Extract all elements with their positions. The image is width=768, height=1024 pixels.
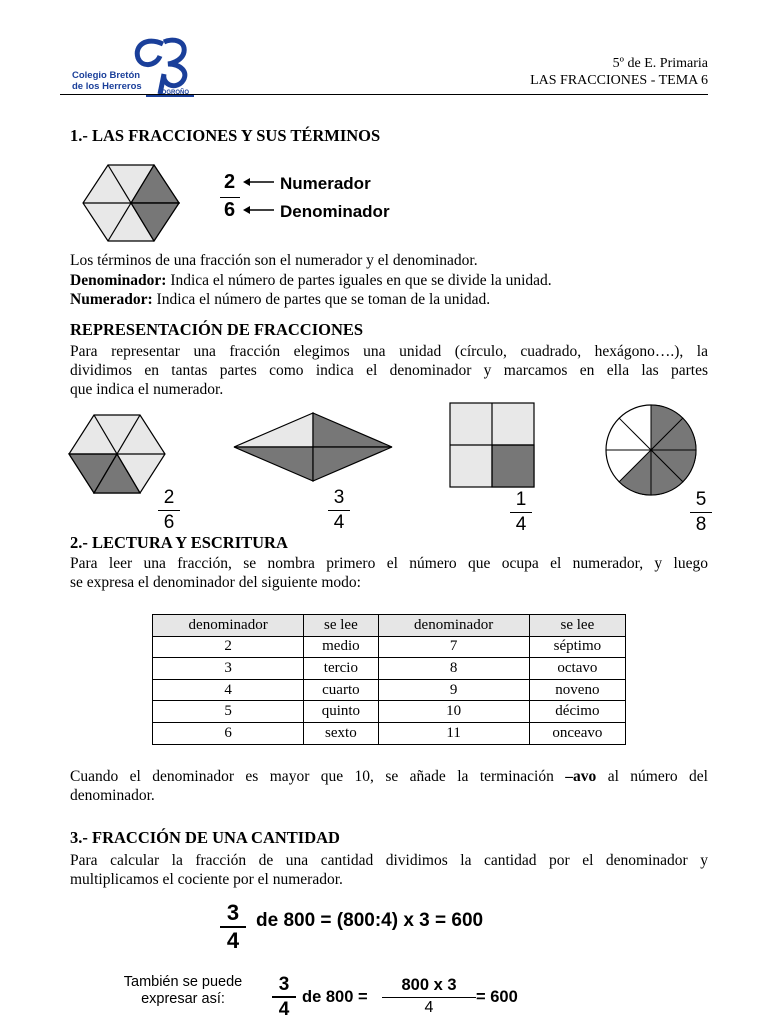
- fraction-bar: [690, 512, 712, 513]
- table-cell: 7: [378, 636, 529, 658]
- denominator-definition: [70, 271, 552, 290]
- table-cell: 11: [378, 722, 529, 744]
- table-cell: 10: [378, 701, 529, 723]
- table-cell: 9: [378, 679, 529, 701]
- example1-text: de 800 = (800:4) x 3 = 600: [256, 910, 484, 931]
- table-cell: 3: [153, 658, 304, 680]
- avo-note-line1: [70, 767, 708, 786]
- table-cell: sexto: [304, 722, 378, 744]
- representation-line3: que indica el numerador.: [70, 381, 224, 398]
- example1-denominator: 4: [226, 928, 240, 953]
- section3-line1: Para calcular la fracción de una cantidad dividimos la cantidad por el denominador y: [70, 852, 708, 869]
- figure-circle-fraction: [690, 489, 712, 536]
- example1-fraction: [220, 901, 246, 953]
- table-header: denominador: [378, 615, 529, 637]
- fraction-denominator: 4: [333, 512, 345, 533]
- representation-line2: dividimos en tantas partes como indica el denominador y marcamos en ella las partes: [70, 362, 708, 379]
- section1-title: 1.- LAS FRACCIONES Y SUS TÉRMINOS: [70, 126, 381, 145]
- school-city: LOGROÑO: [158, 90, 189, 96]
- table-cell: 4: [153, 679, 304, 701]
- terms-intro: Los términos de una fracción son el numerador y el denominador.: [70, 252, 478, 269]
- table-cell: onceavo: [529, 722, 625, 744]
- table-row: [153, 722, 626, 744]
- fraction-numerator: 2: [163, 487, 175, 508]
- section2-line2: se expresa el denominador del siguiente modo:: [70, 574, 361, 591]
- fraction-denominator: 4: [515, 514, 527, 535]
- header-divider: [60, 94, 708, 95]
- table-row: [153, 679, 626, 701]
- example2-denominator: 4: [278, 999, 290, 1020]
- example2-text: de 800 =: [302, 988, 368, 1006]
- table-cell: 5: [153, 701, 304, 723]
- figure-circle: [604, 403, 698, 497]
- table-row: [153, 636, 626, 658]
- example2-inner-bar: [382, 997, 476, 998]
- representation-text: [70, 342, 708, 399]
- table-cell: medio: [304, 636, 378, 658]
- reading-table: [152, 614, 626, 745]
- table-cell: 2: [153, 636, 304, 658]
- fraction-denominator: 6: [163, 512, 175, 533]
- hexagon-diagram: [82, 164, 180, 242]
- fraction-denominator: 8: [695, 514, 707, 535]
- section3-title: 3.- FRACCIÓN DE UNA CANTIDAD: [70, 828, 340, 847]
- example2-inner-denominator: 4: [424, 999, 434, 1016]
- fraction-numerator: 3: [333, 487, 345, 508]
- school-name: [72, 70, 142, 92]
- example2-result: = 600: [476, 988, 518, 1006]
- table-cell: séptimo: [529, 636, 625, 658]
- figure-rhombus: [233, 412, 393, 482]
- figure-hexagon-fraction: [158, 487, 180, 534]
- table-cell: cuarto: [304, 679, 378, 701]
- avo-note-bold: –avo: [565, 768, 597, 785]
- figure-square: [449, 402, 535, 488]
- table-header: denominador: [153, 615, 304, 637]
- table-cell: quinto: [304, 701, 378, 723]
- example2-inner-numerator: 800 x 3: [401, 976, 457, 994]
- example1-numerator: 3: [226, 900, 240, 925]
- alt-label-line2: expresar así:: [141, 991, 225, 1007]
- table-cell: 8: [378, 658, 529, 680]
- table-cell: noveno: [529, 679, 625, 701]
- avo-note: [70, 767, 708, 805]
- fraction-numerator: 5: [695, 489, 707, 510]
- alt-expression-label: [108, 974, 258, 1008]
- table-cell: tercio: [304, 658, 378, 680]
- representation-line1: Para representar una fracción elegimos una unidad (círculo, cuadrado, hexágono….), la: [70, 343, 708, 360]
- fraction-bar: [328, 510, 350, 511]
- term-numerator-value: 2: [224, 171, 236, 193]
- example2-bar: [272, 996, 296, 998]
- numerator-arrow-icon: [243, 176, 275, 188]
- avo-note-part-b: al número del: [596, 768, 708, 785]
- example2-numerator: 3: [278, 974, 290, 995]
- table-header: se lee: [529, 615, 625, 637]
- table-cell: décimo: [529, 701, 625, 723]
- figure-hexagon: [68, 414, 166, 494]
- denominator-label: Denominador: [280, 202, 390, 221]
- table-header-row: [153, 615, 626, 637]
- table-row: [153, 658, 626, 680]
- header-info: [530, 55, 708, 89]
- denominator-arrow-icon: [243, 204, 275, 216]
- numerator-term: Numerador:: [70, 291, 153, 308]
- header-grade: 5º de E. Primaria: [612, 56, 708, 71]
- table-cell: 6: [153, 722, 304, 744]
- school-name-line2: de los Herreros: [72, 81, 142, 92]
- avo-note-part-a: Cuando el denominador es mayor que 10, se añade la terminación: [70, 768, 566, 785]
- example2-fraction: [272, 974, 296, 1020]
- fraction-bar: [510, 512, 532, 513]
- figure-square-fraction: [510, 489, 532, 536]
- numerator-def-text: Indica el número de partes que se toman de la unidad.: [152, 291, 491, 308]
- example2-inner-fraction: [382, 976, 476, 1017]
- section3-line2: multiplicamos el cociente por el numerador.: [70, 871, 343, 888]
- section2-title: 2.- LECTURA Y ESCRITURA: [70, 533, 288, 552]
- representation-title: REPRESENTACIÓN DE FRACCIONES: [70, 320, 364, 339]
- denominator-term: Denominador:: [70, 272, 167, 289]
- fraction-bar: [158, 510, 180, 511]
- fraction-numerator: 1: [515, 489, 527, 510]
- avo-note-line2: denominador.: [70, 787, 155, 804]
- alt-label-line1: También se puede: [123, 974, 243, 990]
- numerator-definition: [70, 290, 490, 309]
- table-row: [153, 701, 626, 723]
- section3-text: [70, 851, 708, 889]
- denominator-def-text: Indica el número de partes iguales en que se divide la unidad.: [166, 272, 552, 289]
- section2-text: [70, 554, 708, 592]
- table-cell: octavo: [529, 658, 625, 680]
- table-header: se lee: [304, 615, 378, 637]
- figure-rhombus-fraction: [328, 487, 350, 534]
- term-denominator-value: 6: [224, 199, 236, 221]
- numerator-label: Numerador: [280, 174, 371, 193]
- term-fraction-bar: [220, 197, 240, 198]
- section2-line1: Para leer una fracción, se nombra primero el número que ocupa el numerador, y luego: [70, 555, 708, 572]
- school-name-line1: Colegio Bretón: [72, 70, 141, 81]
- header-topic: LAS FRACCIONES - TEMA 6: [530, 73, 708, 88]
